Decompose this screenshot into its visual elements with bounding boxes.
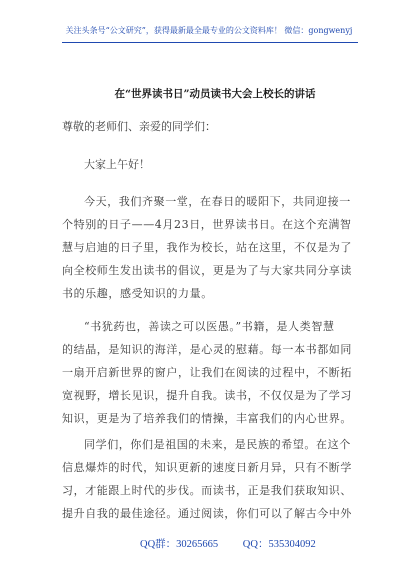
paragraph-line: 个特别的日子——4月23日，世界读书日。在这个充满智 [62, 218, 352, 231]
greeting: 大家上午好！ [84, 158, 150, 171]
paragraph-2 [62, 315, 358, 430]
paragraph-line: 同学们，你们是祖国的未来，是民族的希望。在这个 [84, 438, 351, 451]
footer-qq-contact: QQ：535304092 [242, 539, 316, 550]
paragraph-3 [62, 433, 358, 525]
paragraph-line: “书犹药也，善读之可以医愚。”书籍，是人类智慧 [84, 320, 335, 333]
paragraph-line: 向全校师生发出读书的倡议，更是为了与大家共同分享读 [62, 264, 352, 277]
paragraph-line: 知识，更是为了培养我们的情操，丰富我们的内心世界。 [62, 412, 352, 425]
paragraph-1 [62, 190, 358, 305]
document-title: 在“世界读书日”动员读书大会上校长的讲话 [114, 88, 316, 100]
paragraph-line: 习，才能跟上时代的步伐。而读书，正是我们获取知识、 [62, 484, 352, 497]
paragraph-line: 慧与启迪的日子里，我作为校长，站在这里，不仅是为了 [62, 241, 352, 254]
footer-qq-group: QQ群：30265665 [140, 539, 219, 550]
paragraph-line: 信息爆炸的时代，知识更新的速度日新月异，只有不断学 [62, 461, 352, 474]
paragraph-line: 书的乐趣，感受知识的力量。 [62, 287, 213, 300]
paragraph-line: 的结晶，是知识的海洋，是心灵的慰藉。每一本书都如同 [62, 343, 352, 356]
page-header: 关注头条号“公文研究”，获得最新最全最专业的公文资料库！ 微信：gongwenyj [65, 26, 353, 35]
page-footer [140, 536, 338, 551]
paragraph-line: 今天，我们齐聚一堂，在春日的暖阳下，共同迎接一 [84, 195, 351, 208]
paragraph-line: 提升自我的最佳途径。通过阅读，你们可以了解古今中外 [62, 507, 352, 520]
salutation: 尊敬的老师们、亲爱的同学们： [62, 120, 216, 133]
paragraph-line: 宽视野，增长见识，提升自我。读书，不仅仅是为了学习 [62, 389, 352, 402]
header-divider [62, 42, 358, 43]
paragraph-line: 一扇开启新世界的窗户，让我们在阅读的过程中，不断拓 [62, 366, 352, 379]
